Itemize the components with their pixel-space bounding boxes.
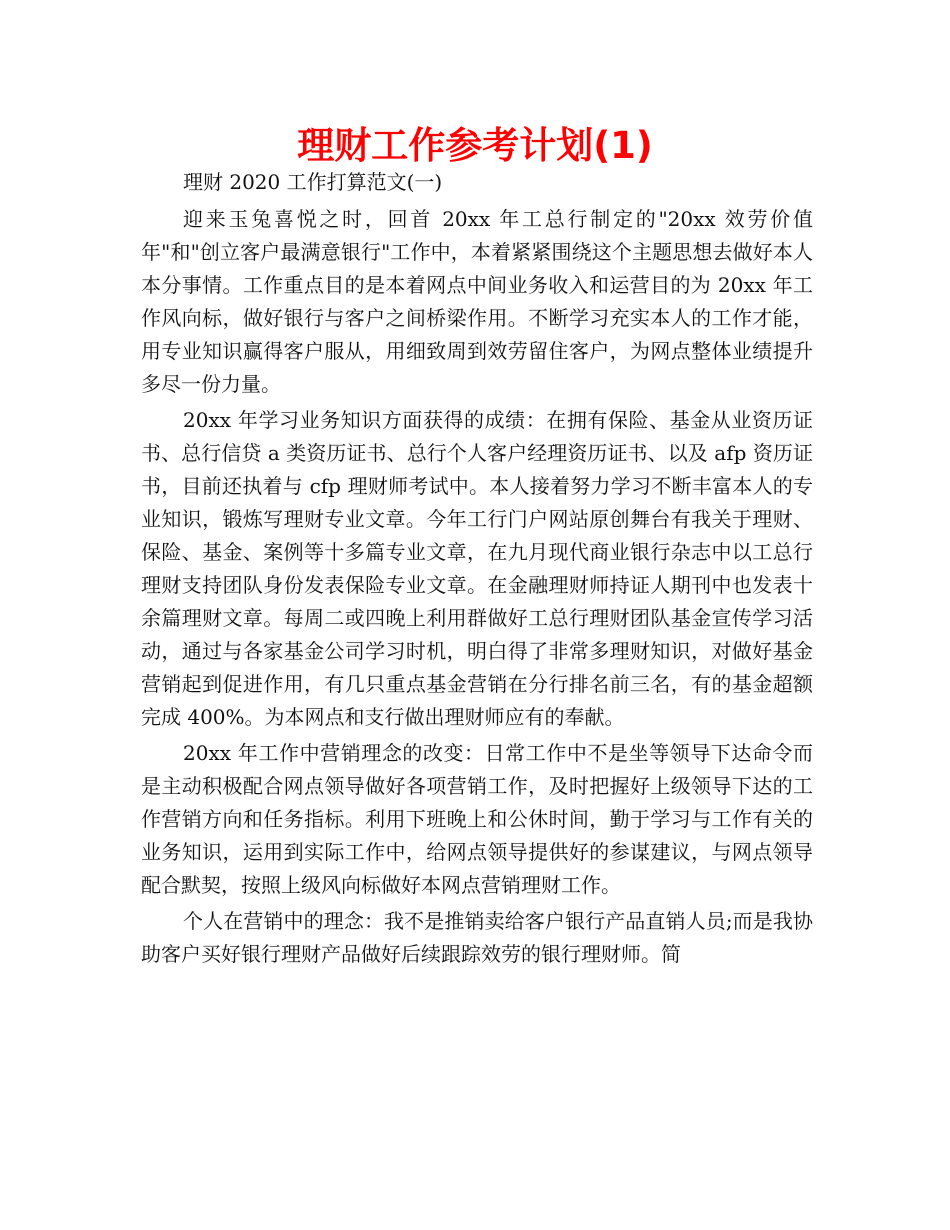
- paragraph-intro: 迎来玉兔喜悦之时，回首 20xx 年工总行制定的"20xx 效劳价值年"和"创立客户最满意银行"工作中，本着紧紧围绕这个主题思想去做好本人本分事情。工作重点目的是本着网点中间业务收入和运营目的为 20xx 年工作风向标，做好银行与客户之间桥梁作用。不断学习充实本人的工作才能，用专业知识赢得客户服从，用细致周到效劳留住客户，为网点整体业绩提升多尽一份力量。: [141, 207, 813, 396]
- document-title: 理财工作参考计划(1): [297, 124, 653, 167]
- paragraph-marketing-change: 20xx 年工作中营销理念的改变：日常工作中不是坐等领导下达命令而是主动积极配合网点领导做好各项营销工作，及时把握好上级领导下达的工作营销方向和任务指标。利用下班晚上和公休时间，勤于学习与工作有关的业务知识，运用到实际工作中，给网点领导提供好的参谋建议，与网点领导配合默契，按照上级风向标做好本网点营销理财工作。: [141, 741, 813, 897]
- document-subtitle: 理财 2020 工作打算范文(一): [183, 170, 443, 194]
- document-body: [141, 167, 813, 971]
- paragraph-study-achievements: 20xx 年学习业务知识方面获得的成绩：在拥有保险、基金从业资历证书、总行信贷 a 类资历证书、总行个人客户经理资历证书、以及 afp 资历证书，目前还执着与 cfp 理财师考试中。本人接着努力学习不断丰富本人的专业知识，锻炼写理财专业文章。今年工行门户网站原创舞台有我关于理财、保险、基金、案例等十多篇专业文章，在九月现代商业银行杂志中以工总行理财支持团队身份发表保险专业文章。在金融理财师持证人期刊中也发表十余篇理财文章。每周二或四晚上利用群做好工总行理财团队基金宣传学习活动，通过与各家基金公司学习时机，明白得了非常多理财知识，对做好基金营销起到促进作用，有几只重点基金营销在分行排名前三名，有的基金超额完成 400%。为本网点和支行做出理财师应有的奉献。: [141, 408, 813, 729]
- paragraph-marketing-philosophy: 个人在营销中的理念：我不是推销卖给客户银行产品直销人员;而是我协助客户买好银行理财产品做好后续跟踪效劳的银行理财师。简: [141, 909, 813, 966]
